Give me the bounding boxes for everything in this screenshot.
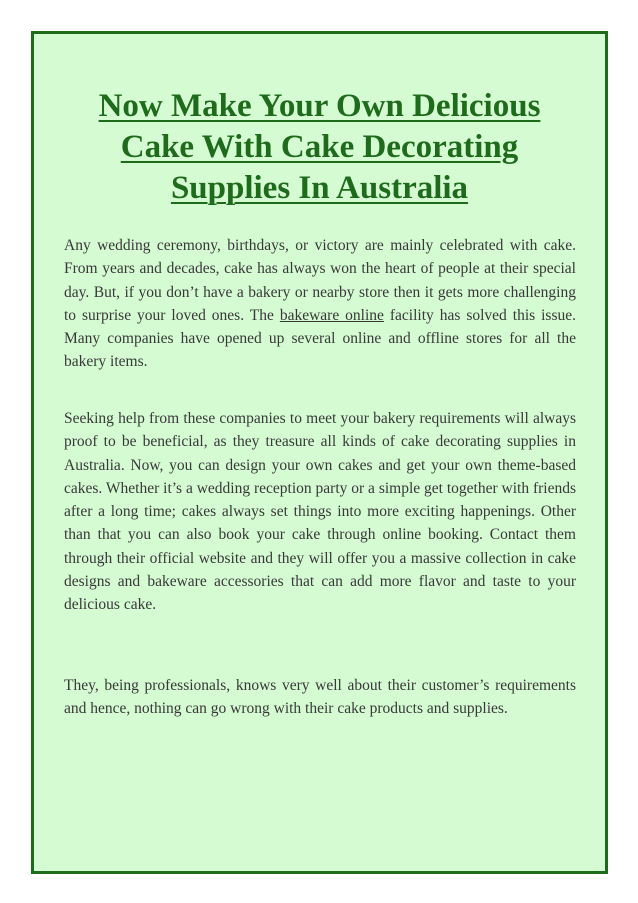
paragraph-supplies-text: Seeking help from these companies to meet your bakery requirements will always proof to be beneficial, as they treasure all kinds of cake decorating supplies in Australia. Now, you can design your own cakes and get your own theme-based cakes. Whether it’s a wedding reception party or a simple get together with friends after a long time; cakes always set things into more exciting happenings. Other than that you can also book your cake through online booking. Contact them through their official website and they will offer you a massive collection in cake designs and bakeware accessories that can add more flavor and taste to your delicious cake. [64, 410, 576, 614]
title-line-3: Supplies In Australia [170, 170, 469, 206]
paragraph-professionals-text: They, being professionals, knows very well about their customer’s requirements and hence, nothing can go wrong with their cake products and supplies. [64, 677, 576, 718]
bakeware-online-link[interactable]: bakeware online [279, 306, 384, 324]
title-line-1: Now Make Your Own Delicious [98, 88, 541, 124]
paragraph-professionals [64, 674, 576, 721]
title-line-2: Cake With Cake Decorating [120, 129, 519, 165]
paragraph-intro [64, 234, 576, 374]
paragraph-supplies [64, 407, 576, 617]
document-page [31, 31, 608, 874]
paragraph-intro-text: Any wedding ceremony, birthdays, or victory are mainly celebrated with cake. From years and decades, cake has always won the heart of people at their special day. But, if you don’t have a bakery or nearby store then it gets more challenging to surprise your loved ones. The [64, 237, 576, 324]
paragraph-intro-text-end: facility has solved this issue. Many companies have opened up several online and offline stores for all the bakery items. [64, 306, 576, 371]
page-title [54, 86, 585, 209]
